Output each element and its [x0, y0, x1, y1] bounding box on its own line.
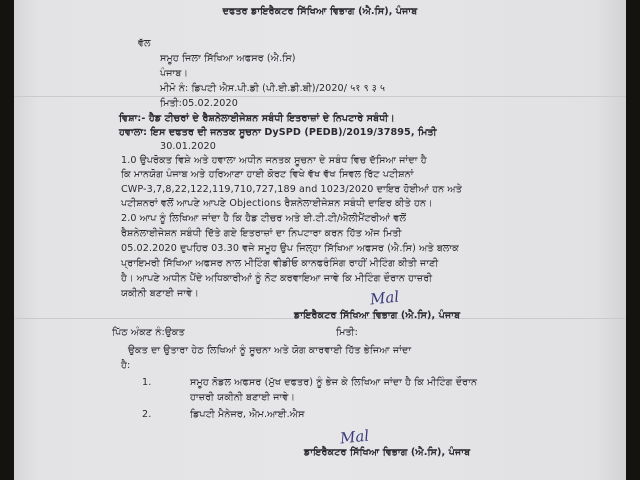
recipient-state: ਪੰਜਾਬ। — [160, 68, 189, 79]
paragraph-2-line: ਪ੍ਰਾਇਮਰੀ ਸਿੱਖਿਆ ਅਫਸਰ ਨਾਲ ਮੀਟਿੰਗ ਵੀਡੀਓ ਕਾਨਫਰੰਸਿੰਗ ਰਾਹੀਂ ਮੀਟਿੰਗ ਕੀਤੀ ਜਾਣੀ — [121, 258, 439, 269]
paragraph-2-line: ਰੈਸ਼ਨੇਲਾਈਜੇਸ਼ਨ ਸਬੰਧੀ ਦਿੱਤੇ ਗਏ ਇਤਰਾਜ਼ਾਂ ਦਾ ਨਿਪਟਾਰਾ ਕਰਨ ਹਿੱਤ ਅੱਜ ਮਿਤੀ — [121, 228, 402, 239]
signature-mark: Mal — [369, 287, 400, 309]
paragraph-2-line: ਯਕੀਨੀ ਬਣਾਈ ਜਾਵੇ। — [121, 288, 199, 299]
signatory-designation: ਡਾਇਰੈਕਟਰ ਸਿੱਖਿਆ ਵਿਭਾਗ (ਐ.ਸਿ), ਪੰਜਾਬ — [304, 447, 471, 458]
paragraph-2-line: 05.02.2020 ਦੁਪਹਿਰ 03.30 ਵਜੇ ਸਮੂਹ ਉਪ ਜਿਲ੍ਹਾ ਸਿੱਖਿਆ ਅਫਸਰ (ਐ.ਸਿ) ਅਤੇ ਬਲਾਕ — [121, 243, 459, 254]
reference: ਹਵਾਲਾ: ਇਸ ਦਫਤਰ ਦੀ ਜਨਤਕ ਸੂਚਨਾ DySPD (PEDB)/2019/37895, ਮਿਤੀ — [119, 127, 437, 138]
paragraph-1-line: 1.0 ਉਪਰੋਕਤ ਵਿਸ਼ੇ ਅਤੇ ਹਵਾਲਾ ਅਧੀਨ ਜਨਤਕ ਸੂਚਨਾ ਦੇ ਸਬੰਧ ਵਿਚ ਦੱਸਿਆ ਜਾਂਦਾ ਹੈ — [121, 155, 427, 166]
reference-date: 30.01.2020 — [160, 141, 216, 152]
subject: ਵਿਸ਼ਾ:- ਹੈਡ ਟੀਚਰਾਂ ਦੇ ਰੈਸ਼ਨੇਲਾਈਜੇਸ਼ਨ ਸਬੰਧੀ ਇਤਰਾਜ਼ਾਂ ਦੇ ਨਿਪਟਾਰੇ ਸਬੰਧੀ। — [119, 113, 395, 124]
memo-date: ਮਿਤੀ:05.02.2020 — [160, 98, 238, 109]
paragraph-1-line: ਕਿ ਮਾਨਯੋਗ ਪੰਜਾਬ ਅਤੇ ਹਰਿਆਣਾ ਹਾਈ ਕੋਰਟ ਵਿਖੇ ਵੱਖ ਵੱਖ ਸਿਵਲ ਰਿੱਟ ਪਟੀਸ਼ਨਾਂ — [121, 169, 414, 180]
copy-intro: ਉਕਤ ਦਾ ਉਤਾਰਾ ਹੇਠ ਲਿਖਿਆਂ ਨੂੰ ਸੂਚਨਾ ਅਤੇ ਯੋਗ ਕਾਰਵਾਈ ਹਿੱਤ ਭੇਜਿਆ ਜਾਂਦਾ — [128, 345, 412, 356]
letterhead: ਦਫਤਰ ਡਾਇਰੈਕਟਰ ਸਿੱਖਿਆ ਵਿਭਾਗ (ਐ.ਸਿ), ਪੰਜਾਬ — [222, 6, 418, 17]
signature-mark: Mal — [339, 426, 370, 448]
paragraph-2-line: ਹੈ। ਆਪਣੇ ਅਧੀਨ ਪੈਂਦੇ ਅਧਿਕਾਰੀਆਂ ਨੂੰ ਨੋਟ ਕਰਵਾਇਆ ਜਾਵੇ ਕਿ ਮੀਟਿੰਗ ਦੌਰਾਨ ਹਾਜ਼ਰੀ — [121, 273, 433, 284]
copy-item-text: ਹਾਜ਼ਰੀ ਯਕੀਨੀ ਬਣਾਈ ਜਾਵੇ। — [190, 392, 296, 403]
paragraph-2-line: 2.0 ਆਪ ਨੂੰ ਲਿਖਿਆ ਜਾਂਦਾ ਹੈ ਕਿ ਹੈਡ ਟੀਚਰ ਅਤੇ ਈ.ਟੀ.ਟੀ/ਐਲੀਮੈਂਟਰੀਆਂ ਵਲੋਂ — [121, 213, 407, 224]
copy-item-text: ਸਮੂਹ ਨੋਡਲ ਅਫਸਰ (ਮੁੱਖ ਦਫਤਰ) ਨੂੰ ਭੇਜ ਕੇ ਲਿਖਿਆ ਜਾਂਦਾ ਹੈ ਕਿ ਮੀਟਿੰਗ ਦੌਰਾਨ — [190, 377, 478, 388]
copy-intro: ਹੈ: — [121, 360, 131, 371]
signatory-designation: ਡਾਇਰੈਕਟਰ ਸਿੱਖਿਆ ਵਿਭਾਗ (ਐ.ਸਿ), ਪੰਜਾਬ — [294, 310, 461, 321]
endorsement-date: ਮਿਤੀ: — [336, 327, 358, 338]
endorsement-number: ਪਿੱਠ ਅੰਕਣ ਨੰ:ਉਕਤ — [112, 327, 185, 338]
memo-number: ਮੀਮੋ ਨੰ: ਡਿਪਟੀ ਐਸ.ਪੀ.ਡੀ (ਪੀ.ਈ.ਡੀ.ਬੀ)/2020/ ५१ ९ ३ ५ — [160, 83, 386, 94]
paragraph-1-line: CWP-3,7,8,22,122,119,710,727,189 and 1023/2020 ਦਾਇਰ ਹੋਈਆਂ ਹਨ ਅਤੇ — [121, 184, 463, 195]
to-label: ਵੱਲ — [138, 38, 151, 49]
paragraph-1-line: ਪਟੀਸ਼ਨਰਾਂ ਵਲੋਂ ਆਪਣੇ ਆਪਣੇ Objections ਰੈਸ਼ਨੇਲਾਈਜੇਸ਼ਨ ਸਬੰਧੀ ਦਾਇਰ ਕੀਤੇ ਹਨ। — [121, 198, 433, 209]
copy-item-number: 1. — [142, 377, 152, 388]
recipient-line: ਸਮੂਹ ਜਿਲਾ ਸਿੱਖਿਆ ਅਫਸਰ (ਐ.ਸਿ) — [160, 53, 296, 64]
copy-item-number: 2. — [142, 409, 152, 420]
paper-fold — [14, 96, 626, 97]
copy-item-text: ਡਿਪਟੀ ਮੈਨੇਜਰ, ਐਮ.ਆਈ.ਐਸ — [190, 409, 305, 420]
letter-page — [14, 0, 626, 480]
